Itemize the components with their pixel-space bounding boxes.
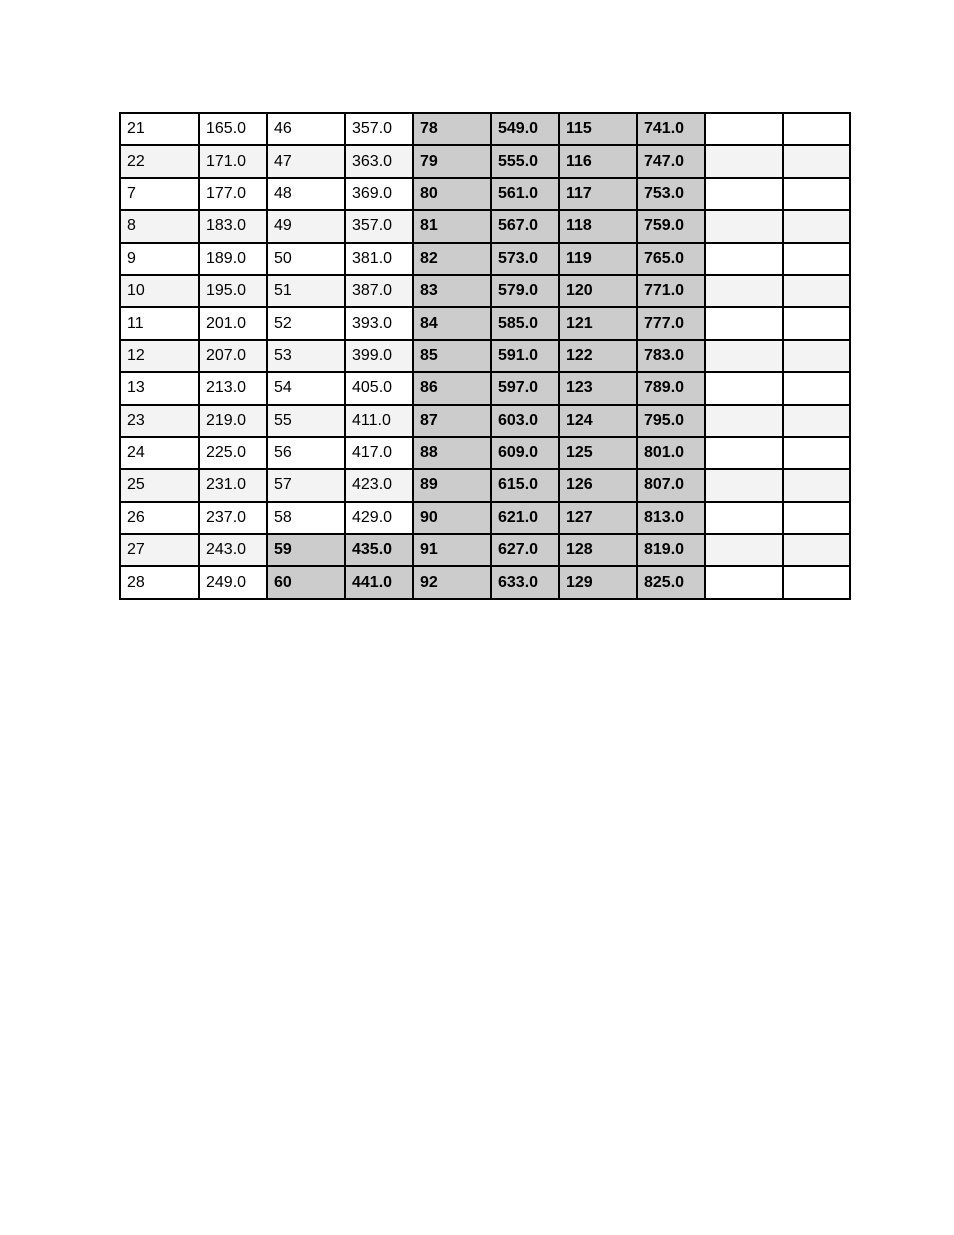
table-cell <box>783 243 850 275</box>
table-cell <box>705 275 783 307</box>
table-cell: 118 <box>559 210 637 242</box>
table-cell <box>705 534 783 566</box>
table-cell: 393.0 <box>345 307 413 339</box>
table-cell: 237.0 <box>199 502 267 534</box>
table-cell: 579.0 <box>491 275 559 307</box>
table-cell: 597.0 <box>491 372 559 404</box>
table-cell <box>783 340 850 372</box>
table-cell: 243.0 <box>199 534 267 566</box>
table-cell: 381.0 <box>345 243 413 275</box>
table-cell: 825.0 <box>637 566 705 598</box>
table-cell <box>783 502 850 534</box>
table-cell: 57 <box>267 469 345 501</box>
table-cell: 52 <box>267 307 345 339</box>
table-row <box>120 307 850 339</box>
table-cell <box>783 113 850 145</box>
table-row <box>120 113 850 145</box>
table-cell: 48 <box>267 178 345 210</box>
table-cell: 795.0 <box>637 405 705 437</box>
table-row <box>120 566 850 598</box>
table-cell: 46 <box>267 113 345 145</box>
table-cell <box>783 307 850 339</box>
table-cell: 119 <box>559 243 637 275</box>
table-row <box>120 145 850 177</box>
table-cell: 129 <box>559 566 637 598</box>
table-cell: 435.0 <box>345 534 413 566</box>
table-cell: 53 <box>267 340 345 372</box>
table-cell <box>783 210 850 242</box>
table-cell: 56 <box>267 437 345 469</box>
table-row <box>120 534 850 566</box>
table-cell: 124 <box>559 405 637 437</box>
table-cell: 121 <box>559 307 637 339</box>
table-cell: 807.0 <box>637 469 705 501</box>
table-cell: 24 <box>120 437 199 469</box>
table-cell: 231.0 <box>199 469 267 501</box>
table-cell: 561.0 <box>491 178 559 210</box>
table-cell: 26 <box>120 502 199 534</box>
table-cell: 801.0 <box>637 437 705 469</box>
table-row <box>120 275 850 307</box>
table-cell: 363.0 <box>345 145 413 177</box>
table-cell: 12 <box>120 340 199 372</box>
table-cell <box>783 437 850 469</box>
table-cell: 120 <box>559 275 637 307</box>
table-cell: 7 <box>120 178 199 210</box>
data-table <box>119 112 851 600</box>
table-cell <box>705 372 783 404</box>
table-cell: 58 <box>267 502 345 534</box>
table-cell <box>705 113 783 145</box>
table-cell: 369.0 <box>345 178 413 210</box>
table-cell: 9 <box>120 243 199 275</box>
table-cell: 357.0 <box>345 113 413 145</box>
table-cell <box>783 534 850 566</box>
table-cell: 789.0 <box>637 372 705 404</box>
table-cell: 387.0 <box>345 275 413 307</box>
table-cell: 127 <box>559 502 637 534</box>
table-cell: 417.0 <box>345 437 413 469</box>
table-cell: 91 <box>413 534 491 566</box>
table-cell: 207.0 <box>199 340 267 372</box>
table-cell: 79 <box>413 145 491 177</box>
table-cell: 813.0 <box>637 502 705 534</box>
table-cell: 115 <box>559 113 637 145</box>
table-cell: 357.0 <box>345 210 413 242</box>
table-cell: 59 <box>267 534 345 566</box>
table-cell <box>705 469 783 501</box>
table-cell <box>783 469 850 501</box>
table-cell: 88 <box>413 437 491 469</box>
table-cell: 621.0 <box>491 502 559 534</box>
table-cell: 777.0 <box>637 307 705 339</box>
table-cell: 603.0 <box>491 405 559 437</box>
table-row <box>120 469 850 501</box>
table-cell: 747.0 <box>637 145 705 177</box>
table-cell: 55 <box>267 405 345 437</box>
table-cell: 25 <box>120 469 199 501</box>
table-cell: 225.0 <box>199 437 267 469</box>
table-cell: 122 <box>559 340 637 372</box>
table-cell: 126 <box>559 469 637 501</box>
table-cell <box>783 566 850 598</box>
table-cell: 411.0 <box>345 405 413 437</box>
table-cell: 441.0 <box>345 566 413 598</box>
table-cell <box>705 405 783 437</box>
table-cell: 423.0 <box>345 469 413 501</box>
table-row <box>120 340 850 372</box>
table-cell <box>783 372 850 404</box>
table-cell: 771.0 <box>637 275 705 307</box>
table-cell: 87 <box>413 405 491 437</box>
table-row <box>120 178 850 210</box>
table-cell: 116 <box>559 145 637 177</box>
table-cell: 8 <box>120 210 199 242</box>
table-cell <box>783 178 850 210</box>
table-body <box>120 113 850 599</box>
table-cell <box>705 243 783 275</box>
table-cell: 549.0 <box>491 113 559 145</box>
table-row <box>120 405 850 437</box>
table-cell: 585.0 <box>491 307 559 339</box>
table-cell: 49 <box>267 210 345 242</box>
table-cell: 429.0 <box>345 502 413 534</box>
table-cell: 86 <box>413 372 491 404</box>
table-cell: 21 <box>120 113 199 145</box>
table-cell <box>705 210 783 242</box>
table-cell: 23 <box>120 405 199 437</box>
table-cell: 89 <box>413 469 491 501</box>
table-cell: 22 <box>120 145 199 177</box>
table-cell: 84 <box>413 307 491 339</box>
table-cell: 10 <box>120 275 199 307</box>
table-cell: 183.0 <box>199 210 267 242</box>
table-cell: 753.0 <box>637 178 705 210</box>
table-cell: 85 <box>413 340 491 372</box>
table-cell: 123 <box>559 372 637 404</box>
table-cell: 27 <box>120 534 199 566</box>
table-cell: 399.0 <box>345 340 413 372</box>
table-cell: 219.0 <box>199 405 267 437</box>
table-row <box>120 210 850 242</box>
table-cell: 78 <box>413 113 491 145</box>
table-cell: 609.0 <box>491 437 559 469</box>
table-cell: 759.0 <box>637 210 705 242</box>
table-cell <box>705 502 783 534</box>
table-row <box>120 243 850 275</box>
table-cell <box>705 178 783 210</box>
table-cell <box>705 566 783 598</box>
table-cell <box>705 437 783 469</box>
table-cell: 50 <box>267 243 345 275</box>
table-cell: 573.0 <box>491 243 559 275</box>
table-cell: 90 <box>413 502 491 534</box>
table-cell <box>705 145 783 177</box>
table-cell: 13 <box>120 372 199 404</box>
table-row <box>120 437 850 469</box>
table-cell: 11 <box>120 307 199 339</box>
table-cell: 171.0 <box>199 145 267 177</box>
table-cell: 81 <box>413 210 491 242</box>
table-cell: 783.0 <box>637 340 705 372</box>
table-cell: 128 <box>559 534 637 566</box>
table-cell: 819.0 <box>637 534 705 566</box>
table-cell: 80 <box>413 178 491 210</box>
table-cell: 405.0 <box>345 372 413 404</box>
table-cell: 60 <box>267 566 345 598</box>
table-cell: 567.0 <box>491 210 559 242</box>
table-cell: 741.0 <box>637 113 705 145</box>
table-cell: 195.0 <box>199 275 267 307</box>
table-cell: 627.0 <box>491 534 559 566</box>
table-cell: 201.0 <box>199 307 267 339</box>
table-cell: 615.0 <box>491 469 559 501</box>
table-cell: 555.0 <box>491 145 559 177</box>
table-cell: 83 <box>413 275 491 307</box>
table-row <box>120 372 850 404</box>
table-cell: 125 <box>559 437 637 469</box>
table-cell: 28 <box>120 566 199 598</box>
table-row <box>120 502 850 534</box>
table-cell: 765.0 <box>637 243 705 275</box>
table-cell: 117 <box>559 178 637 210</box>
table-cell: 177.0 <box>199 178 267 210</box>
table-cell: 213.0 <box>199 372 267 404</box>
table-cell: 47 <box>267 145 345 177</box>
table-cell: 165.0 <box>199 113 267 145</box>
table-cell <box>783 145 850 177</box>
table-cell <box>705 307 783 339</box>
table-cell: 249.0 <box>199 566 267 598</box>
table-cell <box>705 340 783 372</box>
table-cell: 189.0 <box>199 243 267 275</box>
table-cell <box>783 405 850 437</box>
table-cell: 633.0 <box>491 566 559 598</box>
table-cell: 54 <box>267 372 345 404</box>
table-cell: 591.0 <box>491 340 559 372</box>
table-cell: 51 <box>267 275 345 307</box>
table-cell <box>783 275 850 307</box>
table-cell: 82 <box>413 243 491 275</box>
table-cell: 92 <box>413 566 491 598</box>
